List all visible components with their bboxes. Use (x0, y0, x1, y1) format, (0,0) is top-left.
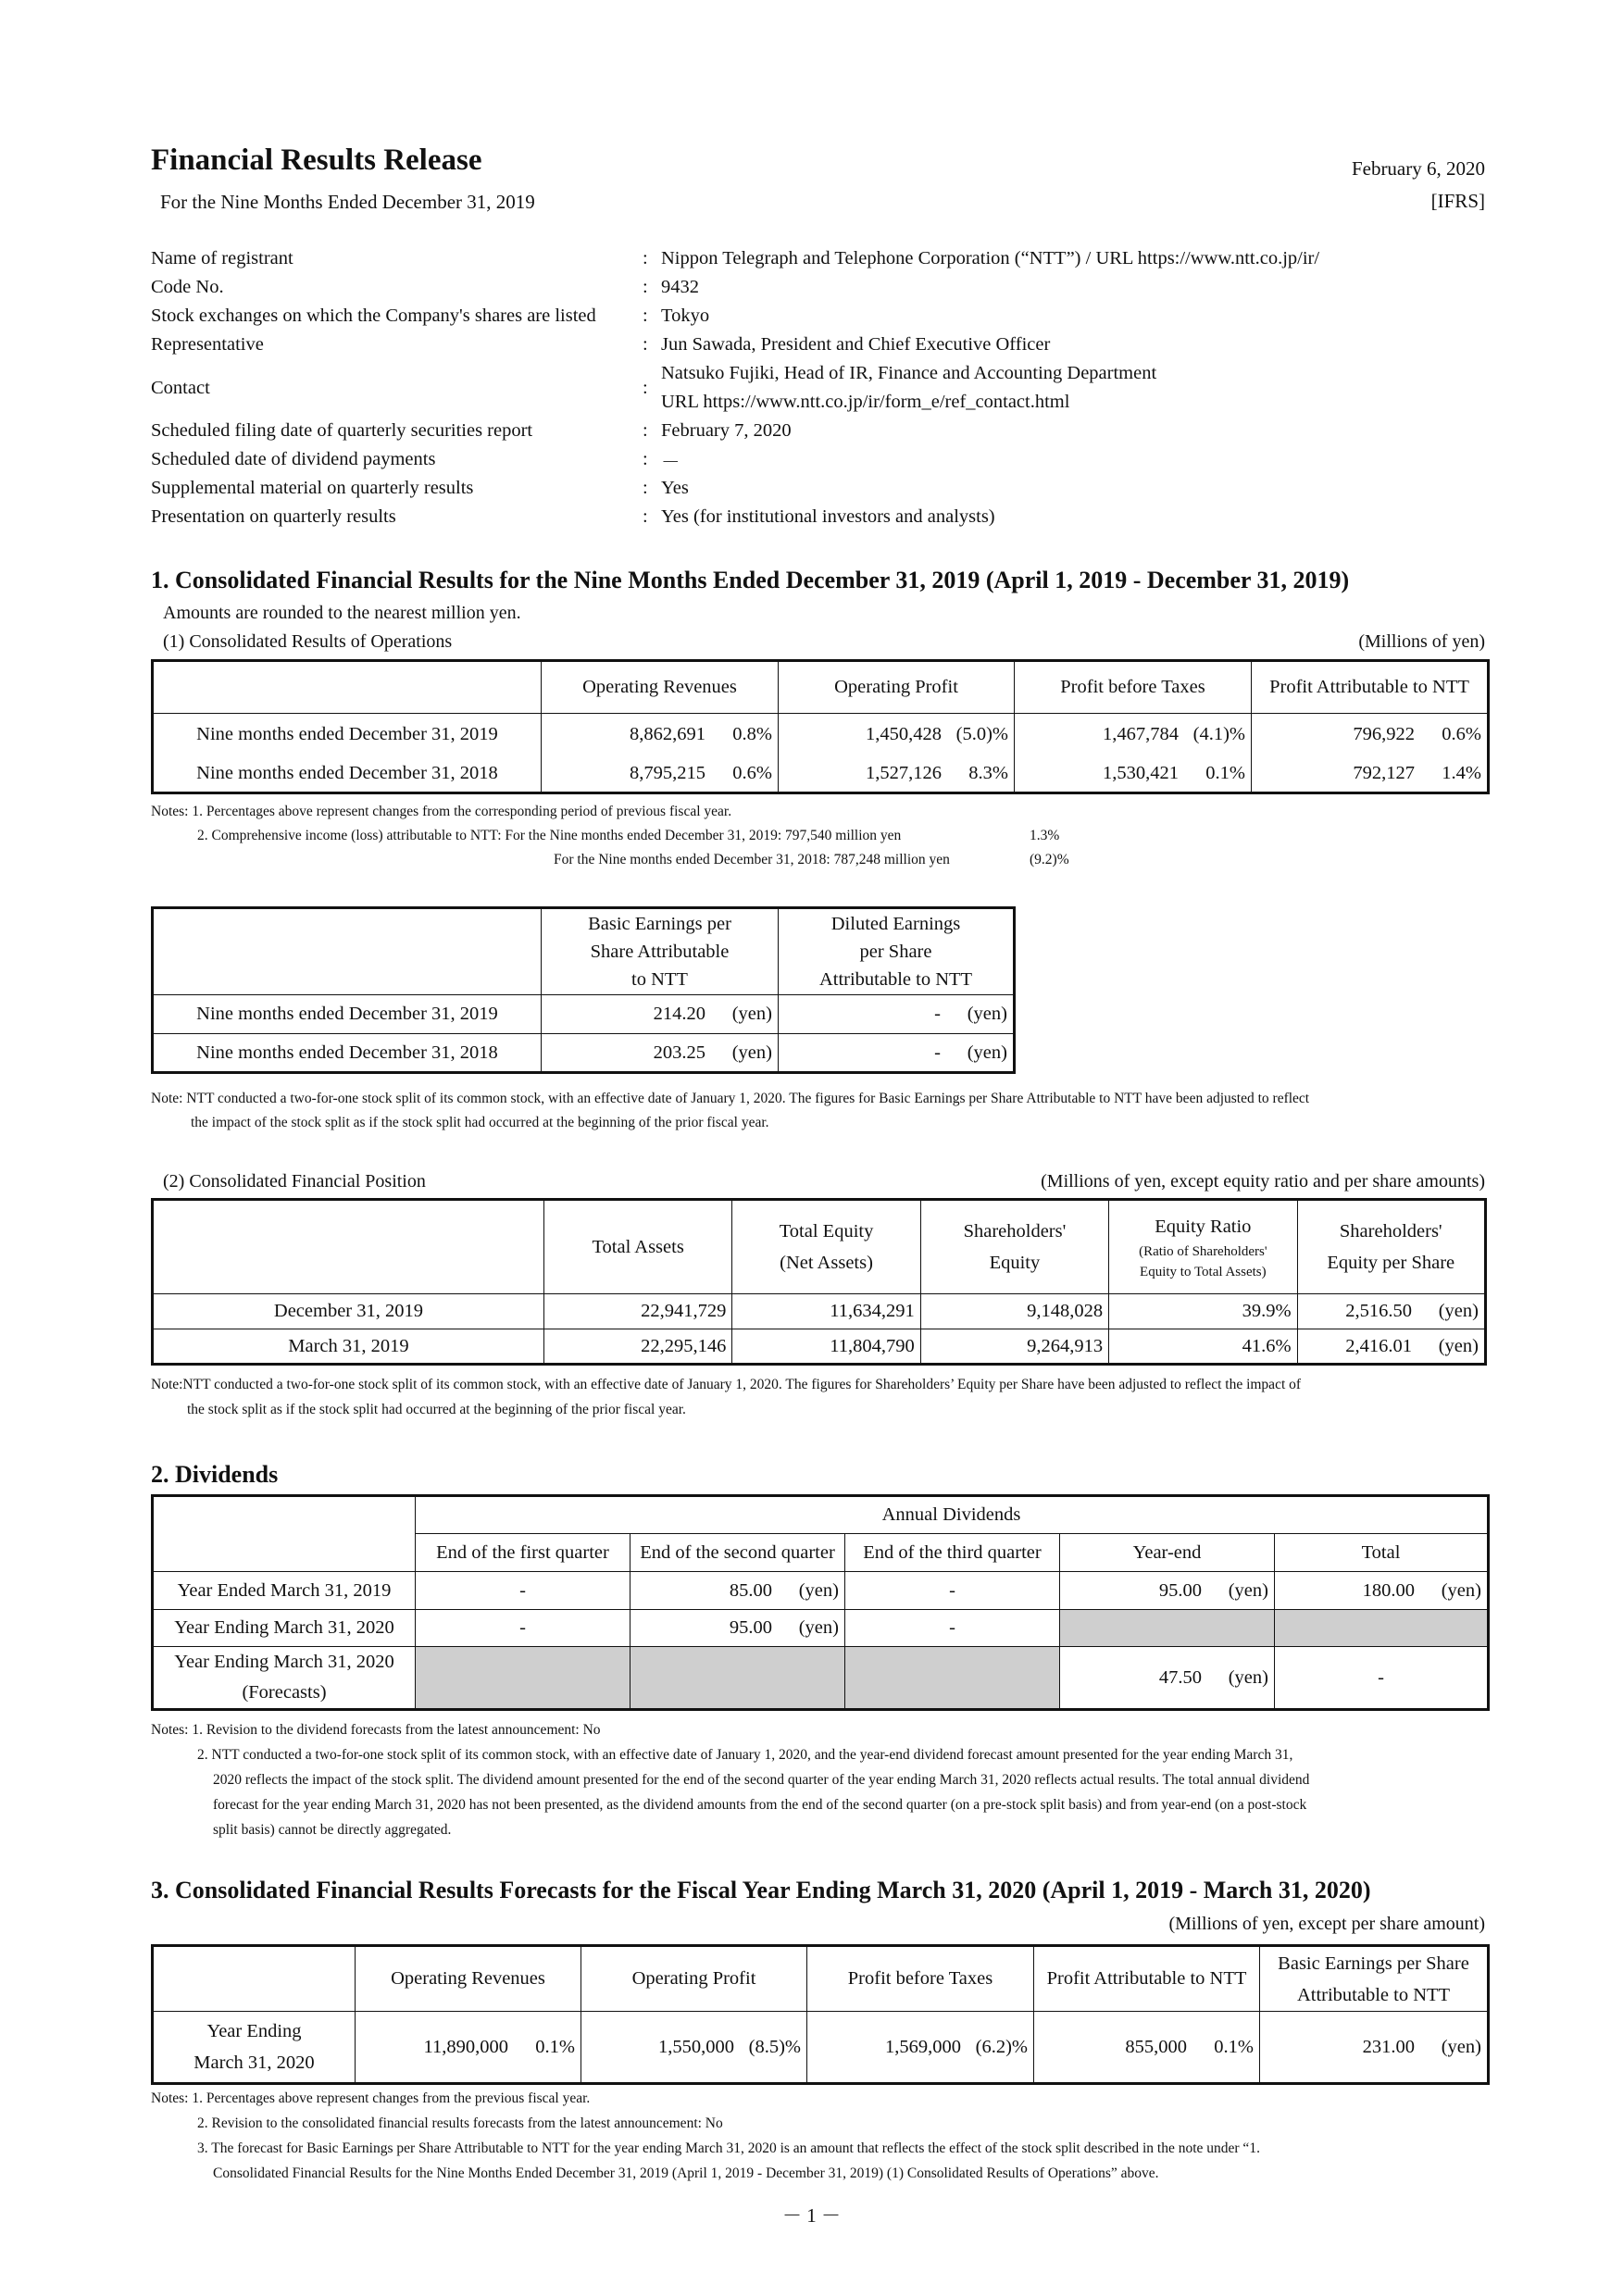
shaded-cell (1060, 1610, 1275, 1647)
value: 11,890,000 (423, 2036, 508, 2057)
shaded-cell (630, 1647, 845, 1710)
note-line: Note:NTT conducted a two-for-one stock split of its common stock, with an effective date of January 1, 2020. The figures for Shareholders’ Equity per Share have been adjusted to reflect the impact of (151, 1377, 1302, 1392)
info-label: Supplemental material on quarterly results (151, 478, 474, 498)
value: 22,941,729 (543, 1294, 731, 1329)
column-header: Profit before Taxes (807, 1946, 1034, 2012)
change: 0.1% (1214, 2036, 1254, 2057)
note-line: 3. The forecast for Basic Earnings per Share Attributable to NTT for the year ending March 31, 2020 is an amount that reflects the effect of the stock split described in the note under “1. (197, 2140, 1260, 2156)
value: 1,550,000 (658, 2036, 734, 2057)
value: - (845, 1572, 1060, 1610)
info-value: Nippon Telegraph and Telephone Corporation (“NTT”) / URL https://www.ntt.co.jp/ir/ (661, 248, 1320, 268)
value: 41.6% (1109, 1329, 1297, 1365)
row-label: March 31, 2019 (153, 1329, 544, 1365)
column-header: Operating Profit (581, 1946, 807, 2012)
column-header: Equity (989, 1253, 1041, 1273)
info-value: Yes (for institutional investors and analysts) (661, 506, 995, 527)
table-row (153, 995, 1015, 1034)
info-row: Presentation on quarterly results : Yes (for institutional investors and analysts) (151, 506, 995, 527)
info-row: Representative : Jun Sawada, President and Chief Executive Officer (151, 334, 1051, 355)
column-header: Profit Attributable to NTT (1034, 1946, 1260, 2012)
value: 1,450,428 (866, 724, 942, 745)
section-2-title: 2. Dividends (151, 1461, 279, 1488)
note-line: the impact of the stock split as if the stock split had occurred at the beginning of the prior fiscal year. (191, 1115, 769, 1130)
table-row (153, 1329, 1486, 1365)
table-row (153, 1034, 1015, 1073)
column-header: Shareholders' (963, 1221, 1067, 1242)
change: 0.6% (732, 763, 772, 784)
release-date: February 6, 2020 (1351, 157, 1485, 180)
value: 39.9% (1109, 1294, 1297, 1329)
note-line: 2. NTT conducted a two-for-one stock split of its common stock, with an effective date of January 1, 2020, and the year-end dividend forecast amount presented for the year ending March 31, (197, 1747, 1293, 1763)
unit: (yen) (798, 1617, 839, 1638)
unit: (yen) (1228, 1579, 1268, 1601)
table-row (153, 1647, 1489, 1710)
info-value-url: URL https://www.ntt.co.jp/ir/form_e/ref_contact.html (661, 392, 1070, 412)
value: 1,467,784 (1103, 724, 1179, 745)
row-label: Nine months ended December 31, 2018 (153, 1034, 542, 1073)
info-row: Name of registrant : Nippon Telegraph and Telephone Corporation (“NTT”) / URL https://www.ntt.co.jp/ir/ (151, 248, 1320, 268)
column-header: End of the first quarter (416, 1534, 630, 1572)
page-number: － 1 － (782, 2204, 841, 2227)
unit: (yen) (1441, 1579, 1481, 1601)
value: - (416, 1610, 630, 1647)
value: 1,527,126 (866, 763, 942, 784)
row-label: Nine months ended December 31, 2019 (153, 714, 542, 756)
table-row (153, 2012, 1489, 2084)
note-line: 2. Comprehensive income (loss) attributable to NTT: For the Nine months ended December 31, 2019: 797,540 million yen (197, 828, 902, 843)
note-line: Consolidated Financial Results for the Nine Months Ended December 31, 2019 (April 1, 2019 - December 31, 2019) (1) Consolidated Results of Operations” above. (213, 2165, 1159, 2181)
shaded-cell (416, 1647, 630, 1710)
info-value: February 7, 2020 (661, 420, 792, 441)
info-row: Scheduled date of dividend payments : － (151, 445, 1493, 474)
column-header: Profit before Taxes (1015, 661, 1252, 714)
value: 22,295,146 (543, 1329, 731, 1365)
column-header: End of the second quarter (630, 1534, 845, 1572)
financial-position-heading: (2) Consolidated Financial Position (163, 1171, 426, 1192)
column-header: Year-end (1060, 1534, 1275, 1572)
info-label: Code No. (151, 277, 224, 297)
value: 8,795,215 (630, 763, 705, 784)
row-label: Year Ending (206, 2021, 302, 2041)
financial-position-table (151, 1198, 1487, 1366)
unit: (yen) (1441, 2036, 1481, 2057)
change: (8.5)% (748, 2036, 801, 2057)
units-label: (Millions of yen, except per share amount) (1168, 1914, 1485, 1934)
column-header: Shareholders' (1339, 1221, 1442, 1242)
change: (4.1)% (1192, 724, 1245, 745)
page-subtitle: For the Nine Months Ended December 31, 2019 (160, 191, 535, 213)
value: 2,516.50 (1345, 1301, 1412, 1321)
column-header: Equity per Share (1327, 1253, 1455, 1273)
column-header: Operating Revenues (356, 1946, 581, 2012)
value: 1,569,000 (885, 2036, 961, 2057)
value: 85.00 (729, 1579, 772, 1601)
info-label: Scheduled filing date of quarterly securities report (151, 420, 533, 441)
value: - (934, 1042, 941, 1063)
note-line: split basis) cannot be directly aggregated. (213, 1822, 452, 1838)
row-label: March 31, 2020 (194, 2053, 315, 2073)
info-label: Contact (151, 377, 210, 398)
value: 9,264,913 (920, 1329, 1108, 1365)
table-row (153, 714, 1489, 756)
change: 0.1% (1205, 763, 1245, 784)
column-header: Basic Earnings per (588, 914, 731, 934)
forecast-table (151, 1944, 1490, 2085)
accounting-standard: [IFRS] (1430, 190, 1485, 212)
table-header-row (153, 1946, 1489, 2012)
column-header-sub: (Net Assets) (780, 1253, 873, 1273)
column-header: Equity Ratio (1155, 1217, 1252, 1237)
column-header: Total Assets (543, 1200, 731, 1294)
note-line: Notes: 1. Percentages above represent changes from the corresponding period of previous fiscal year. (151, 804, 732, 819)
results-of-operations-table (151, 659, 1490, 794)
earnings-per-share-table (151, 906, 1016, 1074)
value: 855,000 (1125, 2036, 1187, 2057)
row-label: Nine months ended December 31, 2018 (153, 756, 542, 793)
section-3-title: 3. Consolidated Financial Results Forecasts for the Fiscal Year Ending March 31, 2020 (April 1, 2019 - March 31, 2020) (151, 1877, 1371, 1903)
table-row (153, 1610, 1489, 1647)
value: 796,922 (1353, 724, 1415, 745)
units-label: (Millions of yen, except equity ratio and per share amounts) (1041, 1171, 1485, 1192)
info-row: Code No. : 9432 (151, 277, 699, 297)
column-header: Operating Profit (779, 661, 1015, 714)
note-value: 1.3% (1030, 828, 1060, 843)
unit: (yen) (967, 1004, 1007, 1024)
unit: (yen) (731, 1004, 772, 1024)
units-label: (Millions of yen) (1358, 631, 1485, 652)
value: 95.00 (1158, 1579, 1202, 1601)
value: - (845, 1610, 1060, 1647)
table-row (153, 1294, 1486, 1329)
value: 792,127 (1353, 763, 1415, 784)
note-value: (9.2)% (1030, 852, 1069, 867)
table-header-row (153, 908, 1015, 995)
shaded-cell (845, 1647, 1060, 1710)
info-value: Tokyo (661, 306, 710, 326)
note-line: forecast for the year ending March 31, 2020 has not been presented, as the dividend amounts from the end of the second quarter (on a pre-stock split basis) and from year-end (on a post-stock (213, 1797, 1307, 1813)
column-header: Profit Attributable to NTT (1252, 661, 1489, 714)
shaded-cell (1275, 1610, 1489, 1647)
dividends-table (151, 1494, 1490, 1711)
value: 203.25 (653, 1042, 705, 1063)
unit: (yen) (1438, 1335, 1479, 1356)
info-value: Natsuko Fujiki, Head of IR, Finance and Accounting Department (661, 363, 1157, 383)
column-header: Diluted Earnings (830, 914, 961, 934)
column-header: Attributable to NTT (1296, 1984, 1451, 2005)
info-row: Contact : Natsuko Fujiki, Head of IR, Finance and Accounting Department URL https://www.ntt.co.jp/ir/form_e/ref_contact.html (151, 359, 1493, 417)
column-header: Operating Revenues (542, 661, 779, 714)
value: 11,634,291 (732, 1294, 920, 1329)
column-header: Basic Earnings per Share (1278, 1953, 1469, 1974)
note-line: Notes: 1. Percentages above represent changes from the previous fiscal year. (151, 2090, 591, 2106)
unit: (yen) (1438, 1301, 1479, 1321)
column-header: End of the third quarter (845, 1534, 1060, 1572)
note-line: Note: NTT conducted a two-for-one stock split of its common stock, with an effective date of January 1, 2020. The figures for Basic Earnings per Share Attributable to NTT have been adjusted to reflect (151, 1091, 1310, 1106)
column-header: Attributable to NTT (818, 969, 973, 990)
unit: (yen) (731, 1042, 772, 1063)
row-label: Year Ending March 31, 2020 (153, 1610, 416, 1647)
value: 11,804,790 (732, 1329, 920, 1365)
info-value: Jun Sawada, President and Chief Executive Officer (661, 334, 1051, 355)
registrant-info (151, 244, 1493, 531)
row-label: Nine months ended December 31, 2019 (153, 995, 542, 1034)
info-label: Representative (151, 334, 264, 355)
info-row: Supplemental material on quarterly results : Yes (151, 478, 689, 498)
column-header: to NTT (631, 969, 688, 990)
change: 1.4% (1442, 763, 1481, 784)
info-value: Yes (661, 478, 689, 498)
rounding-note: Amounts are rounded to the nearest million yen. (163, 603, 521, 623)
change: 0.6% (1442, 724, 1481, 745)
table-header-row (153, 1496, 1489, 1534)
row-label-sub: (Forecasts) (242, 1682, 327, 1703)
column-header: Total Equity (779, 1221, 874, 1242)
info-label: Scheduled date of dividend payments (151, 449, 436, 469)
table-row (153, 756, 1489, 793)
section-1-title: 1. Consolidated Financial Results for the Nine Months Ended December 31, 2019 (April 1, 2019 - December 31, 2019) (151, 567, 1350, 593)
info-label: Stock exchanges on which the Company's shares are listed (151, 306, 596, 326)
info-row: Stock exchanges on which the Company's shares are listed : Tokyo (151, 306, 710, 326)
value: 180.00 (1362, 1579, 1415, 1601)
table-header-row (153, 1200, 1486, 1294)
info-row: Scheduled filing date of quarterly securities report : February 7, 2020 (151, 420, 792, 441)
change: (5.0)% (955, 724, 1008, 745)
value: - (934, 1004, 941, 1024)
value: 8,862,691 (630, 724, 705, 745)
results-of-operations-heading: (1) Consolidated Results of Operations (163, 631, 453, 652)
note-line: 2. Revision to the consolidated financial results forecasts from the latest announcement: No (197, 2115, 723, 2131)
value: 231.00 (1362, 2036, 1415, 2057)
unit: (yen) (967, 1042, 1007, 1063)
value: 2,416.01 (1345, 1335, 1412, 1356)
change: 8.3% (968, 763, 1008, 784)
column-header: per Share (859, 942, 932, 962)
page-title: Financial Results Release (151, 144, 482, 177)
unit: (yen) (1228, 1666, 1268, 1688)
note-line: 2020 reflects the impact of the stock split. The dividend amount presented for the end of the second quarter of the year ending March 31, 2020 reflects actual results. The total annual dividend (213, 1772, 1310, 1788)
unit: (yen) (798, 1579, 839, 1601)
row-label: December 31, 2019 (153, 1294, 544, 1329)
note-line: Notes: 1. Revision to the dividend forecasts from the latest announcement: No (151, 1722, 601, 1738)
value: 95.00 (729, 1617, 772, 1638)
value: 214.20 (653, 1004, 705, 1024)
column-header: Share Attributable (590, 942, 730, 962)
note-line: For the Nine months ended December 31, 2018: 787,248 million yen (554, 852, 950, 867)
info-value: － (661, 452, 680, 473)
value: - (1275, 1647, 1489, 1710)
row-label: Year Ended March 31, 2019 (153, 1572, 416, 1610)
column-header-sub: Equity to Total Assets) (1140, 1265, 1267, 1279)
column-header: Total (1275, 1534, 1489, 1572)
change: 0.1% (535, 2036, 575, 2057)
column-header-sub: (Ratio of Shareholders' (1139, 1244, 1267, 1259)
info-label: Presentation on quarterly results (151, 506, 396, 527)
value: 47.50 (1158, 1666, 1202, 1688)
change: (6.2)% (975, 2036, 1028, 2057)
info-label: Name of registrant (151, 248, 293, 268)
value: 1,530,421 (1103, 763, 1179, 784)
row-label: Year Ending March 31, 2020 (174, 1652, 394, 1672)
info-value: 9432 (661, 277, 699, 297)
table-header-row (153, 661, 1489, 714)
table-row (153, 1572, 1489, 1610)
value: - (416, 1572, 630, 1610)
column-group-header: Annual Dividends (416, 1496, 1489, 1534)
change: 0.8% (732, 724, 772, 745)
value: 9,148,028 (920, 1294, 1108, 1329)
note-line: the stock split as if the stock split had occurred at the beginning of the prior fiscal year. (187, 1402, 686, 1417)
